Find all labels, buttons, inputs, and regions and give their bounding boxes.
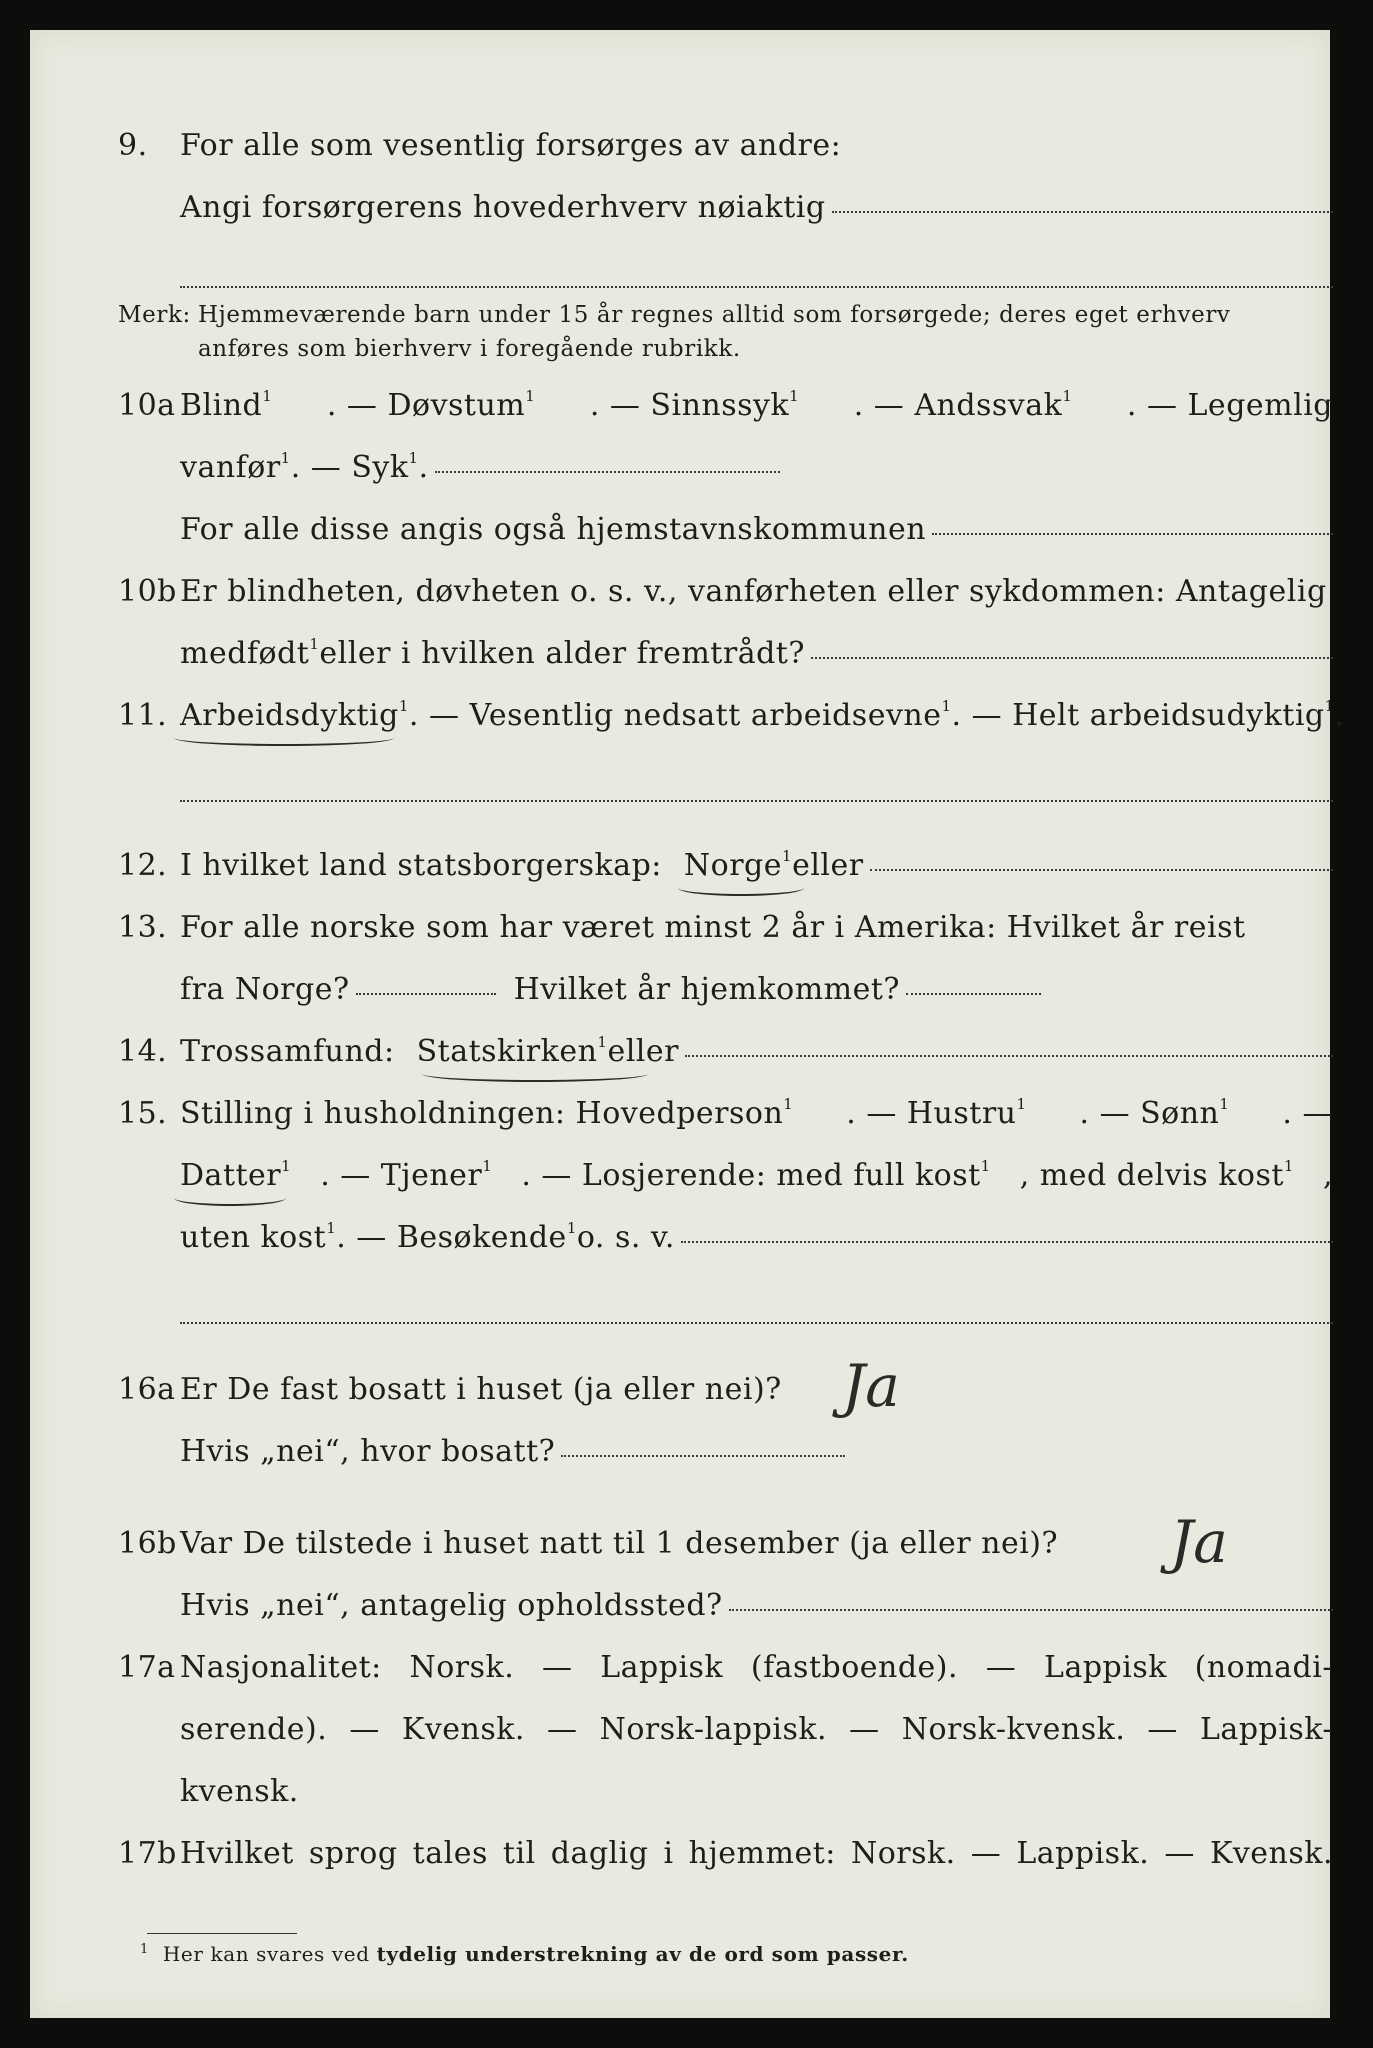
q13-text: For alle norske som har været minst 2 år i Amerika: Hvilket år reist <box>180 910 1246 945</box>
q10a-legemlig: . — Legemlig <box>1126 388 1333 423</box>
q13-reist-label: fra Norge? <box>180 972 350 1007</box>
q9-line2 <box>180 190 1333 225</box>
merk-line2 <box>198 336 741 362</box>
q15-answer-field[interactable] <box>681 1240 1333 1243</box>
q10b-number: 10b <box>118 574 177 609</box>
q15-tjener[interactable]: . — Tjener$^1$ <box>320 1157 493 1193</box>
q11-answer-field[interactable] <box>180 800 1333 802</box>
q13-line1 <box>118 910 1333 945</box>
q10a-dovstum: . — Døvstum$^1$ <box>326 387 536 423</box>
q10b-line1 <box>118 574 1333 609</box>
q15-number: 15. <box>118 1096 168 1131</box>
q13-line2 <box>180 972 1041 1007</box>
q15-hovedperson[interactable]: Stilling i husholdningen: Hovedperson$^1$ <box>180 1095 794 1131</box>
q16b-number: 16b <box>118 1526 177 1561</box>
footnote-mark: 1 <box>140 1942 149 1957</box>
q11-udyktig[interactable]: . — Helt arbeidsudyktig$^1$ <box>951 697 1335 733</box>
q17a-text-2: serende). — Kvensk. — Norsk-lappisk. — Norsk-kvensk. — Lappisk- <box>180 1712 1333 1747</box>
q13-hjemkommet-label: Hvilket år hjemkommet? <box>513 972 901 1007</box>
q10a-hjemstavn-field[interactable] <box>932 532 1333 535</box>
q11-arbeidsdyktig[interactable]: Arbeidsdyktig$^1$ <box>180 697 409 733</box>
q15-delvis-kost[interactable]: , med delvis kost$^1$ <box>1019 1157 1294 1193</box>
q17a-line2 <box>180 1712 1333 1747</box>
q10a-syk: . — Syk$^1$. <box>290 449 429 485</box>
q10a-line1 <box>118 387 1333 423</box>
merk-text-1: Hjemmeværende barn under 15 år regnes alltid som forsørgede; deres eget erhverv <box>198 302 1231 328</box>
footnote-rule <box>147 1933 297 1934</box>
q10a-sinnssyk: . — Sinnssyk$^1$ <box>589 387 800 423</box>
q14-text: Trossamfund: <box>180 1034 395 1069</box>
q17b-line <box>118 1836 1333 1871</box>
q17a-number: 17a <box>118 1650 176 1685</box>
q10a-vanfor: vanfør$^1$ <box>180 449 291 485</box>
q10b-answer-field[interactable] <box>811 656 1333 659</box>
q15-besokende[interactable]: . — Besøkende$^1$ <box>336 1219 577 1255</box>
q14-answer-field[interactable] <box>685 1054 1333 1057</box>
q15-line1 <box>118 1095 1333 1131</box>
q15-line2 <box>180 1158 1333 1193</box>
q9-answer-field-2[interactable] <box>180 286 1333 288</box>
q13-reist-field[interactable] <box>356 993 496 995</box>
q17a-line3 <box>180 1774 299 1809</box>
q10a-line2 <box>180 450 780 485</box>
q10b-medfodt: medfødt$^1$ <box>180 635 320 671</box>
merk-text-2: anføres som bierhverv i foregående rubrikk. <box>198 336 741 362</box>
datter-underline <box>174 1190 286 1206</box>
census-form-page <box>30 30 1345 2018</box>
q10a-number: 10a <box>118 388 176 423</box>
q17a-text-1: Nasjonalitet: Norsk. — Lappisk (fastboende). — Lappisk (nomadi- <box>180 1650 1333 1685</box>
q15-osv: o. s. v. <box>576 1220 675 1255</box>
q9-text: For alle som vesentlig forsørges av andre: <box>180 128 842 163</box>
q11-number: 11. <box>118 698 168 733</box>
q14-eller: eller <box>607 1034 679 1069</box>
q12-answer-field[interactable] <box>870 868 1333 871</box>
q16b-text: Var De tilstede i huset natt til 1 desember (ja eller nei)? <box>180 1526 1059 1561</box>
q16a-text: Er De fast bosatt i huset (ja eller nei)? <box>180 1372 782 1407</box>
arbeidsdyktig-underline <box>174 730 394 746</box>
q16a-bosatt-field[interactable] <box>561 1454 845 1457</box>
q16a-line1 <box>118 1372 782 1407</box>
q14-line <box>118 1033 1333 1069</box>
q10b-text: Er blindheten, døvheten o. s. v., vanførheten eller sykdommen: Antagelig <box>180 574 1327 609</box>
q15-line1-end: . — <box>1282 1096 1333 1131</box>
statskirken-underline <box>422 1066 648 1082</box>
q16b-handwritten-answer[interactable]: Ja <box>1170 1508 1228 1576</box>
q11-line <box>118 697 1345 733</box>
q17b-number: 17b <box>118 1836 177 1871</box>
footnote-text-1: Her kan svares ved <box>162 1942 377 1966</box>
q15-datter[interactable]: Datter$^1$ <box>180 1157 292 1193</box>
q15-answer-field-2[interactable] <box>180 1322 1333 1324</box>
q10a-andssvak: . — Andssvak$^1$ <box>853 387 1073 423</box>
q16b-line2 <box>180 1588 1333 1623</box>
footnote-text-2: tydelig understrekning av de ord som passer. <box>376 1942 909 1966</box>
q9-answer-field[interactable] <box>832 210 1333 213</box>
q15-line2-end: , <box>1322 1158 1333 1193</box>
q10a-syk-field[interactable] <box>435 471 780 473</box>
q10a-blind: Blind$^1$ <box>180 387 273 423</box>
q16a-bosatt-label: Hvis „nei“, hvor bosatt? <box>180 1434 556 1469</box>
q9-provider-label: Angi forsørgerens hovederhverv nøiaktig <box>180 190 826 225</box>
q10a-hjemstavn-label: For alle disse angis også hjemstavnskommunen <box>180 512 927 547</box>
q17b-text: Hvilket sprog tales til daglig i hjemmet: Norsk. — Lappisk. — Kvensk. <box>180 1836 1333 1871</box>
q16b-opholdssted-field[interactable] <box>729 1608 1333 1611</box>
q10b-alder-label: eller i hvilken alder fremtrådt? <box>319 636 805 671</box>
merk-line1 <box>118 302 1333 328</box>
footnote <box>140 1942 909 1966</box>
q15-sonn[interactable]: . — Sønn$^1$ <box>1079 1095 1230 1131</box>
q16a-line2 <box>180 1434 845 1469</box>
q16a-handwritten-answer[interactable]: Ja <box>842 1352 900 1420</box>
q15-full-kost[interactable]: . — Losjerende: med full kost$^1$ <box>521 1157 991 1193</box>
q13-number: 13. <box>118 910 168 945</box>
q9-number: 9. <box>118 128 148 163</box>
q15-line3 <box>180 1220 1333 1255</box>
q12-eller: eller <box>792 848 864 883</box>
q17a-line1 <box>118 1650 1333 1685</box>
norge-underline <box>678 880 804 896</box>
q15-uten-kost[interactable]: uten kost$^1$ <box>180 1219 337 1255</box>
q12-norge[interactable]: Norge$^1$ <box>683 847 793 883</box>
q11-end: . <box>1334 698 1345 733</box>
q15-hustru[interactable]: . — Hustru$^1$ <box>846 1095 1027 1131</box>
q9-line1 <box>118 128 1333 163</box>
q14-statskirken[interactable]: Statskirken$^1$ <box>416 1033 608 1069</box>
q16b-line1 <box>118 1526 1059 1561</box>
q14-number: 14. <box>118 1034 168 1069</box>
q12-number: 12. <box>118 848 168 883</box>
q10b-line2 <box>180 636 1333 671</box>
q10a-line3 <box>180 512 1333 547</box>
q13-hjemkommet-field[interactable] <box>906 993 1041 995</box>
merk-label: Merk: <box>118 302 191 328</box>
q11-nedsatt[interactable]: . — Vesentlig nedsatt arbeidsevne$^1$ <box>408 697 952 733</box>
q12-text: I hvilket land statsborgerskap: <box>180 848 662 883</box>
q16a-number: 16a <box>118 1372 176 1407</box>
q12-line <box>118 847 1333 883</box>
q17a-text-3: kvensk. <box>180 1774 299 1809</box>
q16b-opholdssted-label: Hvis „nei“, antagelig opholdssted? <box>180 1588 723 1623</box>
